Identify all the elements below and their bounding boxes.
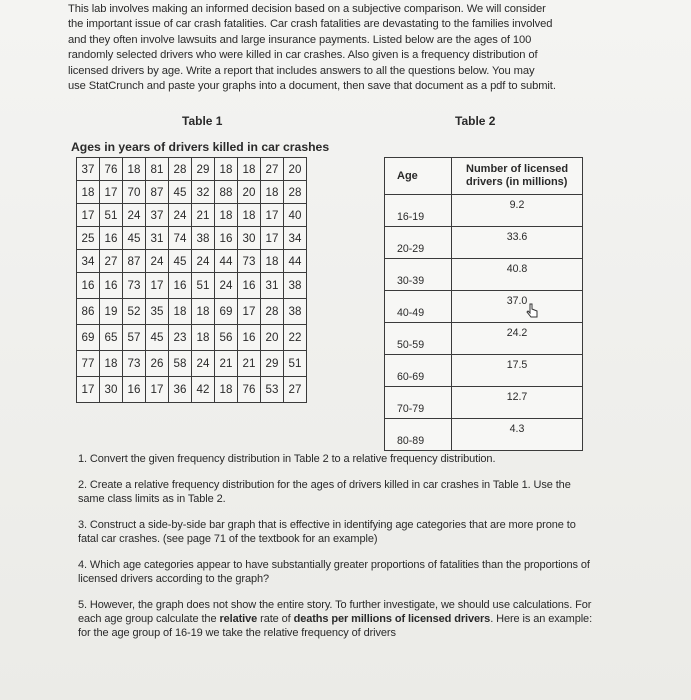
age-cell: 17 — [261, 204, 284, 227]
age-cell: 28 — [284, 181, 307, 204]
age-cell: 28 — [169, 158, 192, 181]
intro-line: the important issue of car crash fatalities. Car crash fatalities are devastating to the families involved — [68, 18, 553, 31]
licensed-count-cell: 33.6 — [452, 227, 583, 259]
licensed-count-cell: 9.2 — [452, 195, 583, 227]
age-range-cell: 60-69 — [385, 355, 452, 387]
age-cell: 25 — [77, 227, 100, 250]
licensed-count-cell: 17.5 — [452, 355, 583, 387]
age-cell: 16 — [123, 377, 146, 403]
age-cell: 76 — [100, 158, 123, 181]
intro-line: This lab involves making an informed decision based on a subjective comparison. We will consider — [68, 3, 546, 15]
age-cell: 45 — [123, 227, 146, 250]
age-cell: 24 — [146, 250, 169, 273]
age-cell: 73 — [123, 351, 146, 377]
age-cell: 27 — [284, 377, 307, 403]
age-cell: 77 — [77, 351, 100, 377]
table-row — [385, 227, 583, 259]
table1-title: Ages in years of drivers killed in car crashes — [71, 140, 330, 154]
age-cell: 27 — [100, 250, 123, 273]
age-cell: 18 — [77, 181, 100, 204]
age-cell: 17 — [146, 273, 169, 299]
age-cell: 18 — [169, 299, 192, 325]
licensed-count-cell: 37.0 — [452, 291, 583, 323]
age-cell: 76 — [238, 377, 261, 403]
age-cell: 20 — [238, 181, 261, 204]
age-cell: 16 — [215, 227, 238, 250]
licensed-drivers-column-header: Number of licensed drivers (in millions) — [452, 158, 583, 195]
ages-table — [76, 157, 307, 403]
age-cell: 58 — [169, 351, 192, 377]
table-row — [77, 250, 307, 273]
age-cell: 22 — [284, 325, 307, 351]
q5-bold-relative: relative — [219, 613, 258, 625]
table-row — [385, 259, 583, 291]
age-cell: 18 — [192, 299, 215, 325]
age-cell: 29 — [261, 351, 284, 377]
age-cell: 30 — [100, 377, 123, 403]
table-row — [77, 181, 307, 204]
age-cell: 24 — [215, 273, 238, 299]
age-range-cell: 20-29 — [385, 227, 452, 259]
age-cell: 27 — [261, 158, 284, 181]
age-cell: 51 — [100, 204, 123, 227]
question-4: 4. Which age categories appear to have substantially greater proportions of fatalities than the proportions of licensed drivers according to the graph? — [78, 559, 590, 585]
age-cell: 73 — [123, 273, 146, 299]
age-cell: 21 — [238, 351, 261, 377]
age-cell: 53 — [261, 377, 284, 403]
licensed-count-cell: 40.8 — [452, 259, 583, 291]
table-header-row — [385, 158, 583, 195]
age-cell: 37 — [77, 158, 100, 181]
age-cell: 19 — [100, 299, 123, 325]
table1-caption: Table 1 — [182, 114, 223, 128]
age-cell: 30 — [238, 227, 261, 250]
table-row — [77, 351, 307, 377]
mouse-cursor-icon — [525, 303, 539, 321]
age-cell: 16 — [238, 273, 261, 299]
age-cell: 34 — [77, 250, 100, 273]
age-cell: 18 — [261, 181, 284, 204]
age-cell: 51 — [192, 273, 215, 299]
age-cell: 56 — [215, 325, 238, 351]
age-cell: 24 — [169, 204, 192, 227]
age-cell: 20 — [284, 158, 307, 181]
question-2: 2. Create a relative frequency distribution for the ages of drivers killed in car crashes in Table 1. Use the same class limits as in Table 2. — [78, 479, 571, 505]
age-cell: 16 — [238, 325, 261, 351]
age-range-cell: 40-49 — [385, 291, 452, 323]
age-range-cell: 70-79 — [385, 387, 452, 419]
age-cell: 24 — [123, 204, 146, 227]
age-range-cell: 16-19 — [385, 195, 452, 227]
question-1: 1. Convert the given frequency distribution in Table 2 to a relative frequency distribution. — [78, 453, 496, 465]
age-cell: 26 — [146, 351, 169, 377]
age-cell: 20 — [261, 325, 284, 351]
licensed-count-cell: 12.7 — [452, 387, 583, 419]
intro-line: use StatCrunch and paste your graphs into a document, then save that document as a pdf to submit. — [68, 80, 556, 93]
age-cell: 16 — [169, 273, 192, 299]
age-cell: 45 — [169, 181, 192, 204]
table-row — [385, 291, 583, 323]
age-cell: 16 — [100, 227, 123, 250]
age-range-cell: 50-59 — [385, 323, 452, 355]
age-cell: 32 — [192, 181, 215, 204]
age-cell: 73 — [238, 250, 261, 273]
intro-line: licensed drivers by age. Write a report that includes answers to all the questions below. You may — [68, 64, 535, 77]
age-cell: 21 — [192, 204, 215, 227]
age-cell: 18 — [123, 158, 146, 181]
age-cell: 35 — [146, 299, 169, 325]
q5-text: rate of — [257, 613, 294, 625]
age-cell: 38 — [192, 227, 215, 250]
age-cell: 18 — [261, 250, 284, 273]
age-cell: 23 — [169, 325, 192, 351]
age-cell: 17 — [261, 227, 284, 250]
table-row — [77, 325, 307, 351]
age-cell: 29 — [192, 158, 215, 181]
age-cell: 65 — [100, 325, 123, 351]
age-cell: 18 — [215, 158, 238, 181]
age-cell: 18 — [192, 325, 215, 351]
age-cell: 17 — [100, 181, 123, 204]
age-cell: 45 — [146, 325, 169, 351]
age-cell: 74 — [169, 227, 192, 250]
age-cell: 69 — [215, 299, 238, 325]
age-cell: 16 — [100, 273, 123, 299]
age-cell: 40 — [284, 204, 307, 227]
age-cell: 16 — [77, 273, 100, 299]
age-cell: 24 — [192, 351, 215, 377]
table-row — [77, 158, 307, 181]
age-cell: 37 — [146, 204, 169, 227]
age-range-cell: 30-39 — [385, 259, 452, 291]
age-cell: 18 — [100, 351, 123, 377]
age-cell: 88 — [215, 181, 238, 204]
age-cell: 18 — [215, 204, 238, 227]
intro-line: and they often involve lawsuits and large insurance payments. Listed below are the ages of 100 — [68, 33, 532, 46]
age-range-cell: 80-89 — [385, 419, 452, 451]
age-cell: 45 — [169, 250, 192, 273]
age-cell: 24 — [192, 250, 215, 273]
table-row — [77, 204, 307, 227]
age-cell: 87 — [123, 250, 146, 273]
age-cell: 17 — [77, 377, 100, 403]
intro-line: randomly selected drivers who were killed in car crashes. Also given is a frequency distribution of — [68, 49, 538, 62]
question-3: 3. Construct a side-by-side bar graph that is effective in identifying age categories that are more prone to fatal car crashes. (see page 71 of the textbook for an example) — [78, 519, 576, 545]
age-cell: 18 — [215, 377, 238, 403]
q5-bold-deaths: deaths per millions of licensed drivers — [293, 613, 491, 625]
age-column-header: Age — [385, 158, 452, 195]
age-cell: 38 — [284, 299, 307, 325]
table-row — [77, 377, 307, 403]
table-row — [385, 387, 583, 419]
age-cell: 70 — [123, 181, 146, 204]
questions-list — [78, 452, 598, 652]
age-cell: 87 — [146, 181, 169, 204]
table2-caption: Table 2 — [455, 114, 496, 128]
licensed-count-cell: 24.2 — [452, 323, 583, 355]
age-cell: 42 — [192, 377, 215, 403]
age-cell: 38 — [284, 273, 307, 299]
age-cell: 17 — [146, 377, 169, 403]
age-cell: 18 — [238, 158, 261, 181]
age-cell: 81 — [146, 158, 169, 181]
q5-text: . Here is an example: for the age group of 16-19 we take the relative frequency of drivers — [78, 613, 593, 639]
licensed-drivers-table — [384, 157, 583, 451]
age-cell: 86 — [77, 299, 100, 325]
age-cell: 18 — [238, 204, 261, 227]
age-cell: 17 — [77, 204, 100, 227]
licensed-count-cell: 4.3 — [452, 419, 583, 451]
age-cell: 31 — [261, 273, 284, 299]
age-cell: 21 — [215, 351, 238, 377]
question-5 — [78, 598, 598, 640]
age-cell: 44 — [215, 250, 238, 273]
q5-text: 5. However, the graph does not show the entire story. To further investigate, we should use calculations. For each age group calculate the — [78, 599, 592, 625]
age-cell: 52 — [123, 299, 146, 325]
age-cell: 57 — [123, 325, 146, 351]
table-row — [385, 323, 583, 355]
age-cell: 17 — [238, 299, 261, 325]
age-cell: 28 — [261, 299, 284, 325]
table-row — [77, 273, 307, 299]
age-cell: 34 — [284, 227, 307, 250]
age-cell: 44 — [284, 250, 307, 273]
age-cell: 36 — [169, 377, 192, 403]
table-row — [385, 195, 583, 227]
table-row — [385, 355, 583, 387]
table-row — [385, 419, 583, 451]
table-row — [77, 227, 307, 250]
age-cell: 69 — [77, 325, 100, 351]
intro-paragraph — [68, 2, 628, 94]
table-row — [77, 299, 307, 325]
age-cell: 31 — [146, 227, 169, 250]
age-cell: 51 — [284, 351, 307, 377]
